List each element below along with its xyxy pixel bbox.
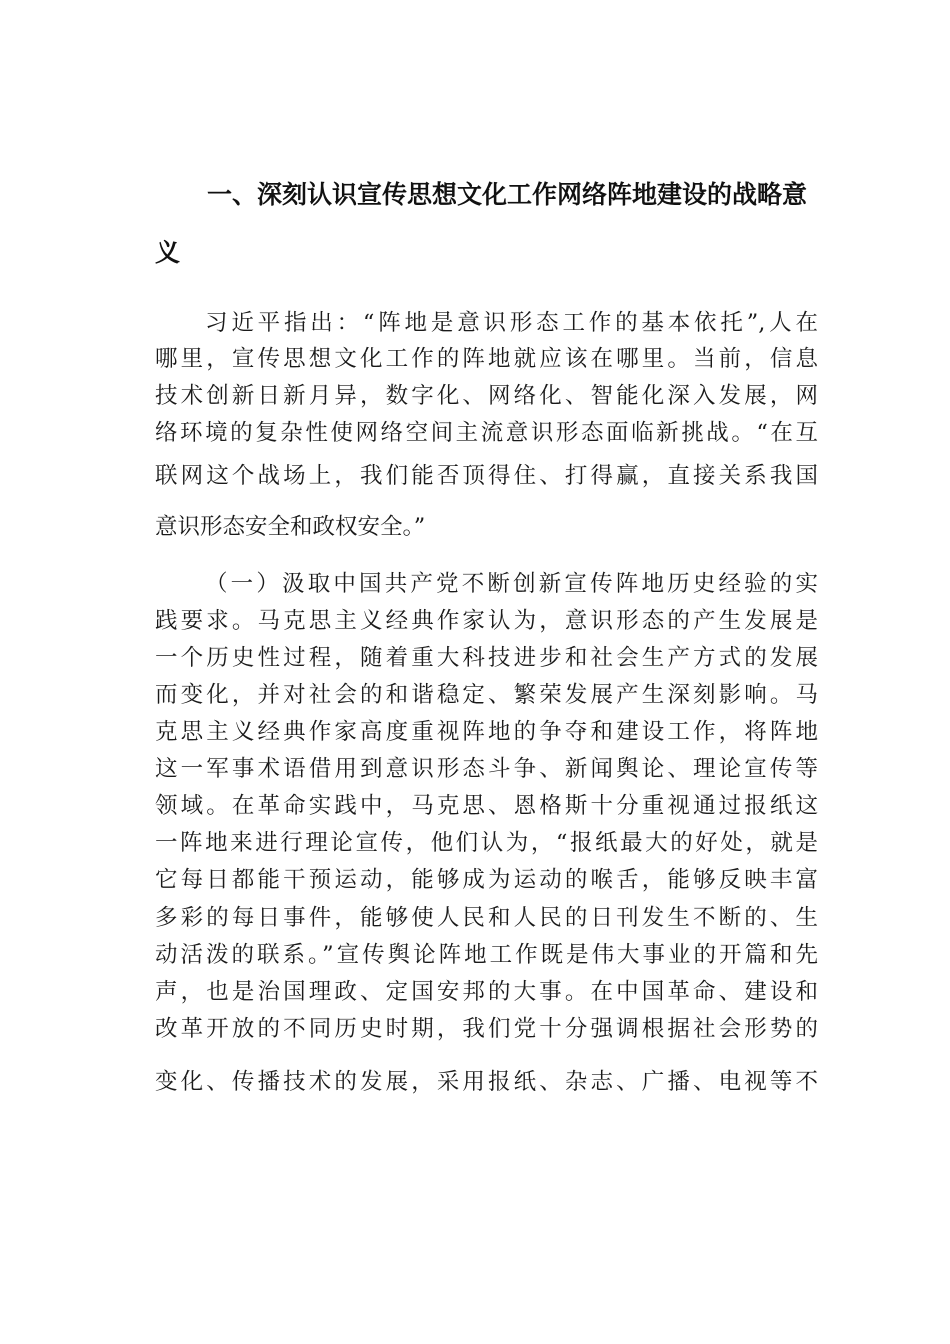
paragraph-line: 改革开放的不同历史时期，我们党十分强调根据社会形势的: [155, 1016, 818, 1042]
paragraph-line: 变化、传播技术的发展，采用报纸、杂志、广播、电视等不: [155, 1069, 818, 1095]
paragraph-line: 践要求。马克思主义经典作家认为，意识形态的产生发展是: [155, 608, 818, 634]
paragraph-line: 习近平指出：“阵地是意识形态工作的基本依托”,人在: [205, 310, 818, 336]
paragraph-line: 动活泼的联系。”宣传舆论阵地工作既是伟大事业的开篇和先: [155, 942, 818, 968]
paragraph-line: 联网这个战场上，我们能否顶得住、打得赢，直接关系我国: [155, 463, 818, 489]
paragraph-line: （一）汲取中国共产党不断创新宣传阵地历史经验的实: [205, 571, 818, 597]
paragraph-line: 它每日都能干预运动，能够成为运动的喉舌，能够反映丰富: [155, 867, 818, 893]
paragraph-line: 技术创新日新月异，数字化、网络化、智能化深入发展，网: [155, 383, 818, 409]
paragraph-line: 哪里，宣传思想文化工作的阵地就应该在哪里。当前，信息: [155, 346, 818, 372]
paragraph-line: 领域。在革命实践中，马克思、恩格斯十分重视通过报纸这: [155, 793, 818, 819]
section-heading-line-1: 一、深刻认识宣传思想文化工作网络阵地建设的战略意: [207, 180, 808, 209]
paragraph-line: 克思主义经典作家高度重视阵地的争夺和建设工作，将阵地: [155, 719, 818, 745]
paragraph-line: 意识形态安全和政权安全。”: [155, 514, 426, 540]
paragraph-line: 络环境的复杂性使网络空间主流意识形态面临新挑战。“在互: [155, 420, 818, 446]
paragraph-line: 一个历史性过程，随着重大科技进步和社会生产方式的发展: [155, 645, 818, 671]
paragraph-line: 一阵地来进行理论宣传，他们认为，“报纸最大的好处，就是: [155, 830, 818, 856]
paragraph-line: 而变化，并对社会的和谐稳定、繁荣发展产生深刻影响。马: [155, 682, 818, 708]
paragraph-line: 多彩的每日事件，能够使人民和人民的日刊发生不断的、生: [155, 905, 818, 931]
section-heading-line-2: 义: [155, 238, 181, 267]
paragraph-line: 声，也是治国理政、定国安邦的大事。在中国革命、建设和: [155, 979, 818, 1005]
paragraph-line: 这一军事术语借用到意识形态斗争、新闻舆论、理论宣传等: [155, 756, 818, 782]
